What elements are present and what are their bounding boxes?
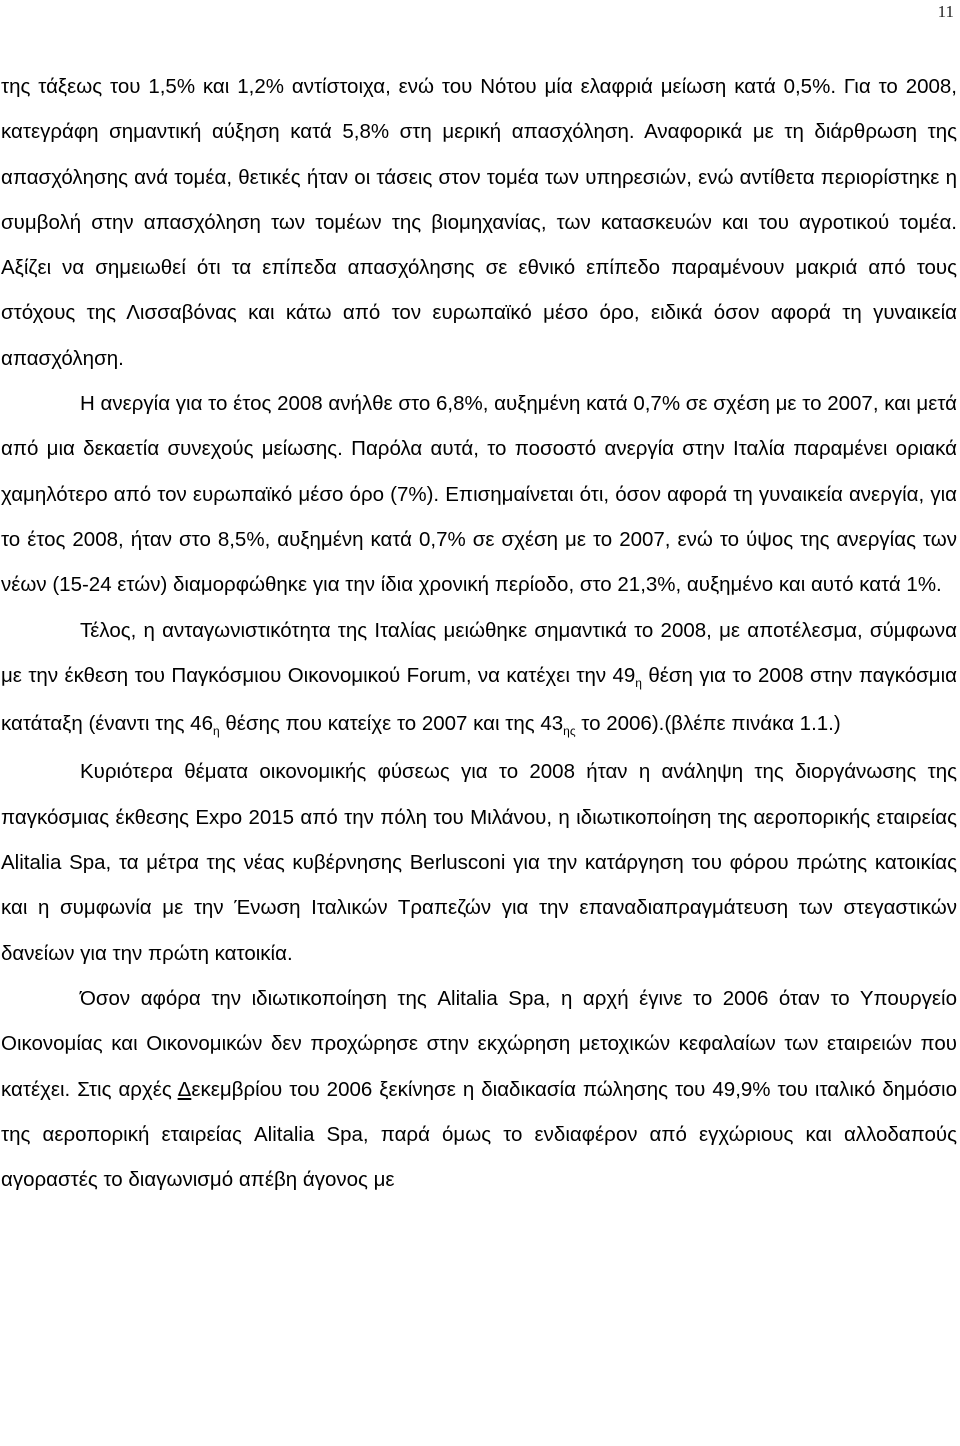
text-segment: Όσον αφόρα την ιδιωτικοποίηση της Alitalia Spa, η αρχή έγινε το 2006 όταν το Υπουργείο Οικονομίας και Οικονομικών δεν προχώρησε στην εκχώρηση μετοχικών κεφαλαίων των εταιρειών που κατέχει. Στις αρχές — [1, 986, 957, 1101]
paragraph-economic-issues: Κυριότερα θέματα οικονομικής φύσεως για το 2008 ήταν η ανάληψη της διοργάνωσης της παγκόσμιας έκθεσης Expo 2015 από την πόλη του Μιλάνου, η ιδιωτικοποίηση της αεροπορικής εταιρείας Alitalia Spa, τα μέτρα της νέας κυβέρνησης Berlusconi για την κατάργηση του φόρου πρώτης κατοικίας και η συμφωνία με την Ένωση Ιταλικών Τραπεζών για την επαναδιαπραγμάτευση των στεγαστικών δανείων για την πρώτη κατοικία. — [1, 760, 957, 965]
ordinal-suffix: η — [213, 724, 220, 739]
page-number: 11 — [937, 2, 954, 21]
underlined-letter: Δ — [177, 1077, 192, 1101]
document-body — [1, 64, 957, 1202]
text-segment: Τέλος, η ανταγωνιστικότητα της Ιταλίας μειώθηκε σημαντικά το 2008, με αποτέλεσμα, σύμφωνα με την έκθεση του Παγκόσμιου Οικονομικού Forum, να κατέχει την 49 — [1, 618, 957, 687]
ordinal-suffix: ης — [563, 724, 576, 739]
text-segment: εκεμβρίου του 2006 ξεκίνησε η διαδικασία πώλησης του 49,9% του ιταλικό δημόσιο της αεροπορική εταιρείας Alitalia Spa, παρά όμως το ενδιαφέρον από εγχώριους και αλλοδαπούς αγοραστές το διαγωνισμό απέβη άγονος με — [1, 1077, 957, 1192]
paragraph-unemployment: Η ανεργία για το έτος 2008 ανήλθε στο 6,8%, αυξημένη κατά 0,7% σε σχέση με το 2007, και μετά από μια δεκαετία συνεχούς μείωσης. Παρόλα αυτά, το ποσοστό ανεργία στην Ιταλία παραμένει οριακά χαμηλότερο από τον ευρωπαϊκό μέσο όρο (7%). Επισημαίνεται ότι, όσον αφορά τη γυναικεία ανεργία, για το έτος 2008, ήταν στο 8,5%, αυξημένη κατά 0,7% σε σχέση με το 2007, ενώ το ύψος της ανεργίας των νέων (15-24 ετών) διαμορφώθηκε για την ίδια χρονική περίοδο, στο 21,3%, αυξημένο και αυτό κατά 1%. — [1, 392, 957, 597]
text-segment: θέση για το 2008 στην παγκόσμια κατάταξη (έναντι της 46 — [1, 663, 957, 736]
ordinal-suffix: η — [635, 675, 642, 690]
paragraph-competitiveness — [1, 608, 957, 750]
paragraph-employment: της τάξεως του 1,5% και 1,2% αντίστοιχα, ενώ του Νότου μία ελαφριά μείωση κατά 0,5%. Για το 2008, κατεγράφη σημαντική αύξηση κατά 5,8% στη μερική απασχόληση. Αναφορικά με τη διάρθρωση της απασχόλησης ανά τομέα, θετικές ήταν οι τάσεις στον τομέα των υπηρεσιών, ενώ αντίθετα περιορίστηκε η συμβολή στην απασχόληση των τομέων της βιομηχανίας, των κατασκευών και του αγροτικού τομέα. Αξίζει να σημειωθεί ότι τα επίπεδα απασχόλησης σε εθνικό επίπεδο παραμένουν μακριά από τους στόχους της Λισσαβόνας και κάτω από τον ευρωπαϊκό μέσο όρο, ειδικά όσον αφορά τη γυναικεία απασχόληση. — [1, 75, 957, 370]
paragraph-alitalia — [1, 976, 957, 1202]
text-segment: το 2006).(βλέπε πινάκα 1.1.) — [575, 712, 841, 736]
text-segment: θέσης που κατείχε το 2007 και της 43 — [219, 712, 564, 736]
